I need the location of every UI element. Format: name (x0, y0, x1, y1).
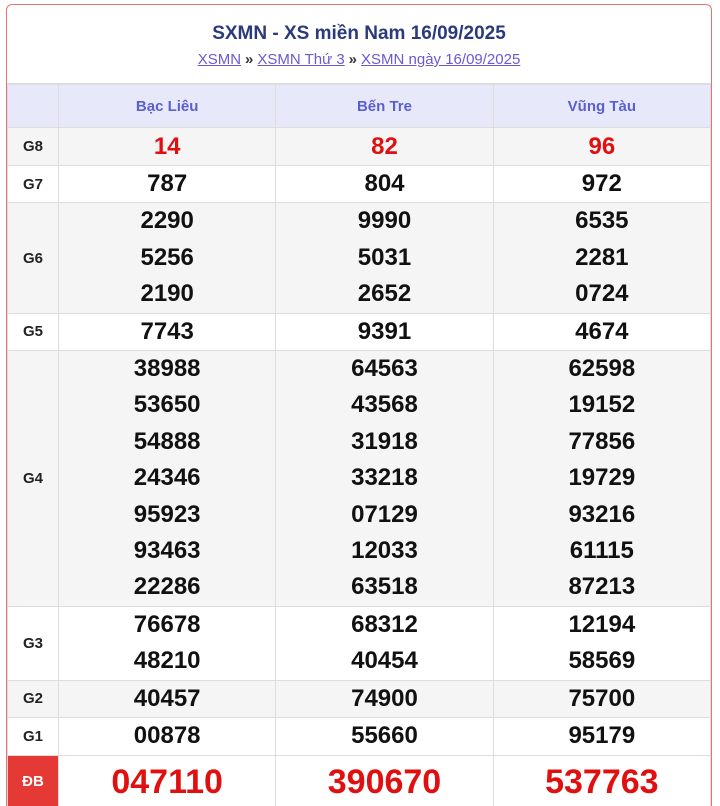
result-number: 2290 (140, 207, 194, 235)
special-prize-label: ĐB (8, 755, 59, 806)
province-header-ben-tre[interactable]: Bến Tre (276, 85, 493, 128)
result-cell (59, 755, 276, 806)
result-cell (276, 351, 493, 607)
breadcrumb (7, 51, 711, 68)
result-number: 12033 (351, 537, 418, 565)
result-number: 93216 (568, 500, 636, 528)
result-number: 55660 (351, 722, 418, 750)
result-number: 95923 (133, 500, 201, 528)
result-number: 74900 (351, 684, 418, 712)
result-cell (59, 166, 276, 203)
special-result-number: 047110 (111, 762, 223, 801)
prize-row-g7 (8, 166, 711, 203)
result-number: 9990 (357, 207, 412, 235)
prize-row-g6 (8, 203, 711, 313)
result-number: 24346 (133, 464, 201, 492)
result-number: 19729 (568, 464, 636, 492)
result-number: 40457 (133, 684, 201, 712)
result-cell (59, 351, 276, 607)
results-header (7, 5, 711, 84)
result-cell (59, 313, 276, 350)
prize-row-g4 (8, 351, 711, 607)
breadcrumb-weekday-link[interactable]: XSMN Thứ 3 (257, 51, 345, 68)
result-number: 75700 (568, 684, 636, 712)
breadcrumb-date-link[interactable]: XSMN ngày 16/09/2025 (361, 51, 521, 68)
result-number: 972 (581, 170, 622, 197)
prize-label: G2 (8, 680, 59, 717)
prize-label: G6 (8, 203, 59, 313)
result-cell (276, 203, 493, 313)
result-number: 2190 (140, 280, 194, 308)
prize-row-g2 (8, 680, 711, 717)
result-number: 787 (147, 170, 188, 197)
result-cell (493, 313, 710, 350)
special-result-number: 537763 (545, 762, 659, 801)
result-cell (59, 606, 276, 680)
prize-label: G1 (8, 718, 59, 755)
results-panel (6, 4, 712, 806)
result-number: 93463 (133, 537, 201, 565)
result-number: 19152 (568, 391, 636, 419)
prize-row-g1 (8, 718, 711, 755)
page-title: SXMN - XS miền Nam 16/09/2025 (212, 23, 506, 44)
table-header-row (8, 85, 711, 128)
result-cell (276, 128, 493, 166)
prize-label: G3 (8, 606, 59, 680)
result-number: 2281 (575, 243, 629, 271)
result-number: 2652 (357, 280, 412, 308)
result-number: 804 (364, 170, 405, 197)
province-header-vung-tau[interactable]: Vũng Tàu (493, 85, 710, 128)
result-number: 00878 (133, 722, 201, 750)
result-number: 4674 (575, 317, 629, 345)
prize-label: G8 (8, 128, 59, 166)
result-number: 82 (371, 133, 398, 160)
result-number: 87213 (568, 573, 636, 601)
result-cell (59, 718, 276, 755)
result-number: 77856 (568, 427, 636, 455)
prize-row-g5 (8, 313, 711, 350)
result-cell (493, 166, 710, 203)
result-number: 22286 (133, 573, 201, 601)
result-number: 43568 (351, 391, 418, 419)
result-number: 61115 (569, 537, 634, 565)
result-cell (493, 718, 710, 755)
result-number: 54888 (133, 427, 201, 455)
result-number: 5256 (140, 243, 194, 271)
result-number: 14 (153, 133, 181, 160)
result-number: 31918 (351, 427, 418, 455)
result-cell (493, 203, 710, 313)
result-cell (276, 313, 493, 350)
result-cell (59, 680, 276, 717)
result-number: 68312 (351, 610, 418, 638)
result-number: 38988 (133, 355, 201, 383)
result-number: 95179 (568, 722, 636, 750)
province-header-bac-lieu[interactable]: Bạc Liêu (59, 85, 276, 128)
result-number: 7743 (140, 317, 194, 345)
result-number: 12194 (568, 610, 636, 638)
result-cell (493, 755, 710, 806)
prize-row-special (8, 755, 711, 806)
result-number: 07129 (351, 500, 418, 528)
result-cell (59, 128, 276, 166)
prize-row-g8 (8, 128, 711, 166)
result-number: 76678 (133, 610, 201, 638)
result-number: 62598 (568, 355, 636, 383)
result-cell (276, 755, 493, 806)
result-cell (493, 680, 710, 717)
prize-row-g3 (8, 606, 711, 680)
result-cell (59, 203, 276, 313)
special-result-number: 390670 (327, 762, 442, 801)
result-number: 5031 (357, 243, 412, 271)
prize-label: G5 (8, 313, 59, 350)
prize-label: G4 (8, 351, 59, 607)
result-cell (276, 680, 493, 717)
result-cell (493, 351, 710, 607)
breadcrumb-xsmn-link[interactable]: XSMN (197, 51, 242, 68)
result-number: 6535 (575, 207, 629, 235)
result-number: 33218 (351, 464, 418, 492)
result-cell (276, 718, 493, 755)
result-number: 0724 (575, 280, 629, 308)
breadcrumb-separator: » (348, 51, 358, 68)
results-table (7, 84, 711, 806)
result-cell (276, 606, 493, 680)
result-number: 58569 (568, 647, 636, 675)
breadcrumb-separator: » (245, 51, 254, 68)
result-number: 63518 (351, 573, 418, 601)
result-number: 53650 (133, 391, 201, 419)
result-number: 64563 (351, 355, 418, 383)
prize-label: G7 (8, 166, 59, 203)
result-cell (276, 166, 493, 203)
result-number: 40454 (351, 647, 418, 675)
result-cell (493, 128, 710, 166)
result-number: 96 (588, 133, 616, 160)
result-number: 48210 (133, 647, 201, 675)
result-number: 9391 (357, 317, 412, 345)
result-cell (493, 606, 710, 680)
prize-column-header (8, 85, 59, 128)
